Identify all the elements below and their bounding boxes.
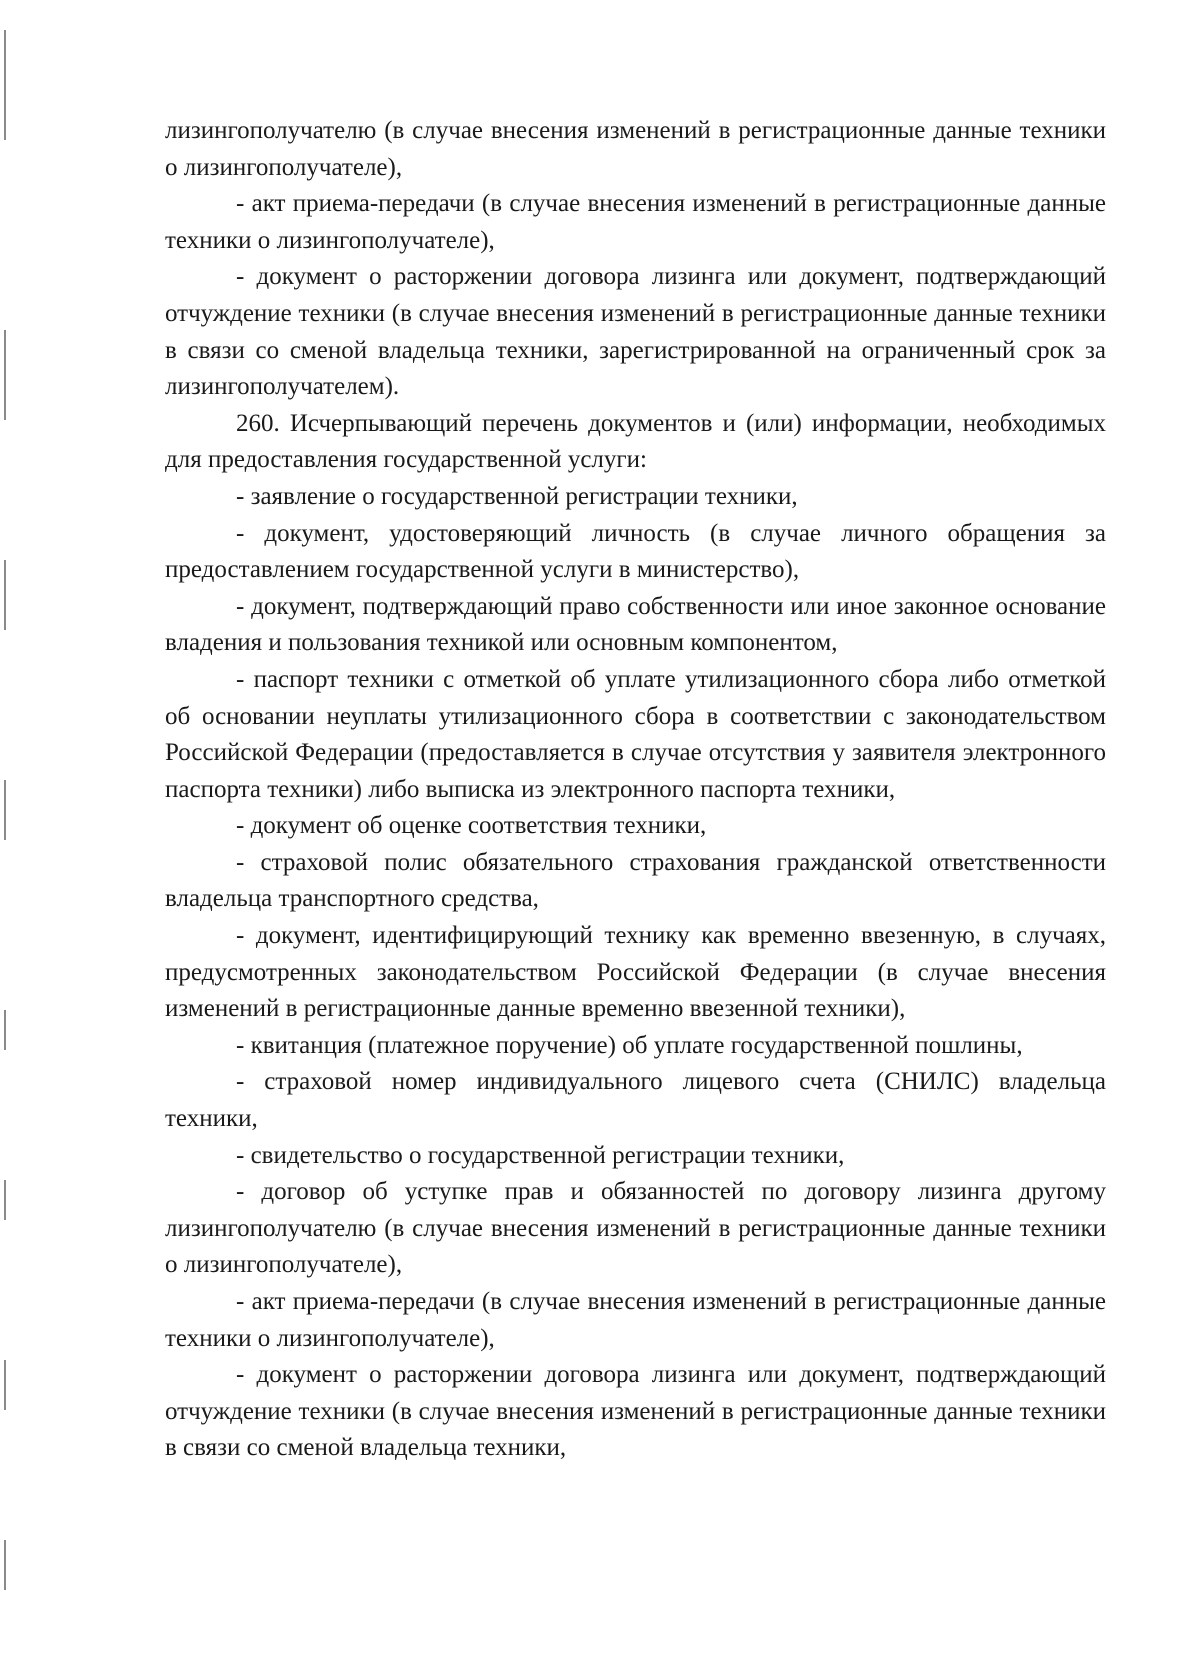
list-item: - документ о расторжении договора лизинга или документ, подтверждающий отчуждение техники (в случае внесения изменений в регистрационные данные техники в связи со сменой владельца техники, bbox=[165, 1361, 1106, 1462]
list-item: - страховой полис обязательного страхования гражданской ответственности владельца транспортного средства, bbox=[165, 848, 1106, 913]
list-item: - акт приема-передачи (в случае внесения изменений в регистрационные данные техники о лизингополучателе), bbox=[165, 190, 1106, 254]
list-item: - документ, удостоверяющий личность (в случае личного обращения за предоставлением государственной услуги в министерство), bbox=[165, 519, 1106, 584]
list-item: - квитанция (платежное поручение) об уплате государственной пошлины, bbox=[236, 1031, 1023, 1059]
scan-edge-mark bbox=[4, 1540, 6, 1590]
list-item: - документ, идентифицирующий технику как временно ввезенную, в случаях, предусмотренных законодательством Российской Федерации (в случае внесения изменений в регистрационные данные временно ввезенной техники), bbox=[165, 922, 1106, 1023]
scan-edge-mark bbox=[4, 1010, 6, 1050]
list-item: - документ о расторжении договора лизинга или документ, подтверждающий отчуждение техники (в случае внесения изменений в регистрационные данные техники в связи со сменой владельца техники, зарегистрированной на ограниченный срок за лизингополучателем). bbox=[165, 263, 1106, 401]
list-item: - паспорт техники с отметкой об уплате утилизационного сбора либо отметкой об основании неуплаты утилизационного сбора в соответствии с законодательством Российской Федерации (предоставляется в случае отсутствия у заявителя электронного паспорта техники) либо выписка из электронного паспорта техники, bbox=[165, 665, 1106, 803]
scan-edge-mark bbox=[4, 30, 6, 140]
scan-edge-mark bbox=[4, 330, 6, 420]
list-item: - свидетельство о государственной регистрации техники, bbox=[236, 1141, 845, 1169]
scan-edge-mark bbox=[4, 780, 6, 840]
list-item: - акт приема-передачи (в случае внесения изменений в регистрационные данные техники о лизингополучателе), bbox=[165, 1288, 1106, 1352]
document-body bbox=[165, 113, 1106, 1467]
scan-edge-mark bbox=[4, 1360, 6, 1410]
section-paragraph: 260. Исчерпывающий перечень документов и (или) информации, необходимых для предоставления государственной услуги: bbox=[165, 409, 1106, 474]
list-item: - документ, подтверждающий право собственности или иное законное основание владения и пользования техникой или основным компонентом, bbox=[165, 592, 1106, 657]
list-item: - договор об уступке прав и обязанностей по договору лизинга другому лизингополучателю (в случае внесения изменений в регистрационные данные техники о лизингополучателе), bbox=[165, 1178, 1106, 1279]
list-item: - страховой номер индивидуального лицевого счета (СНИЛС) владельца техники, bbox=[165, 1068, 1106, 1133]
scan-edge-mark bbox=[4, 560, 6, 630]
scan-edge-mark bbox=[4, 1180, 6, 1220]
list-item: - заявление о государственной регистрации техники, bbox=[236, 482, 798, 510]
list-item: - документ об оценке соответствия техники, bbox=[236, 812, 707, 840]
paragraph: лизингополучателю (в случае внесения изменений в регистрационные данные техники о лизингополучателе), bbox=[165, 117, 1106, 181]
